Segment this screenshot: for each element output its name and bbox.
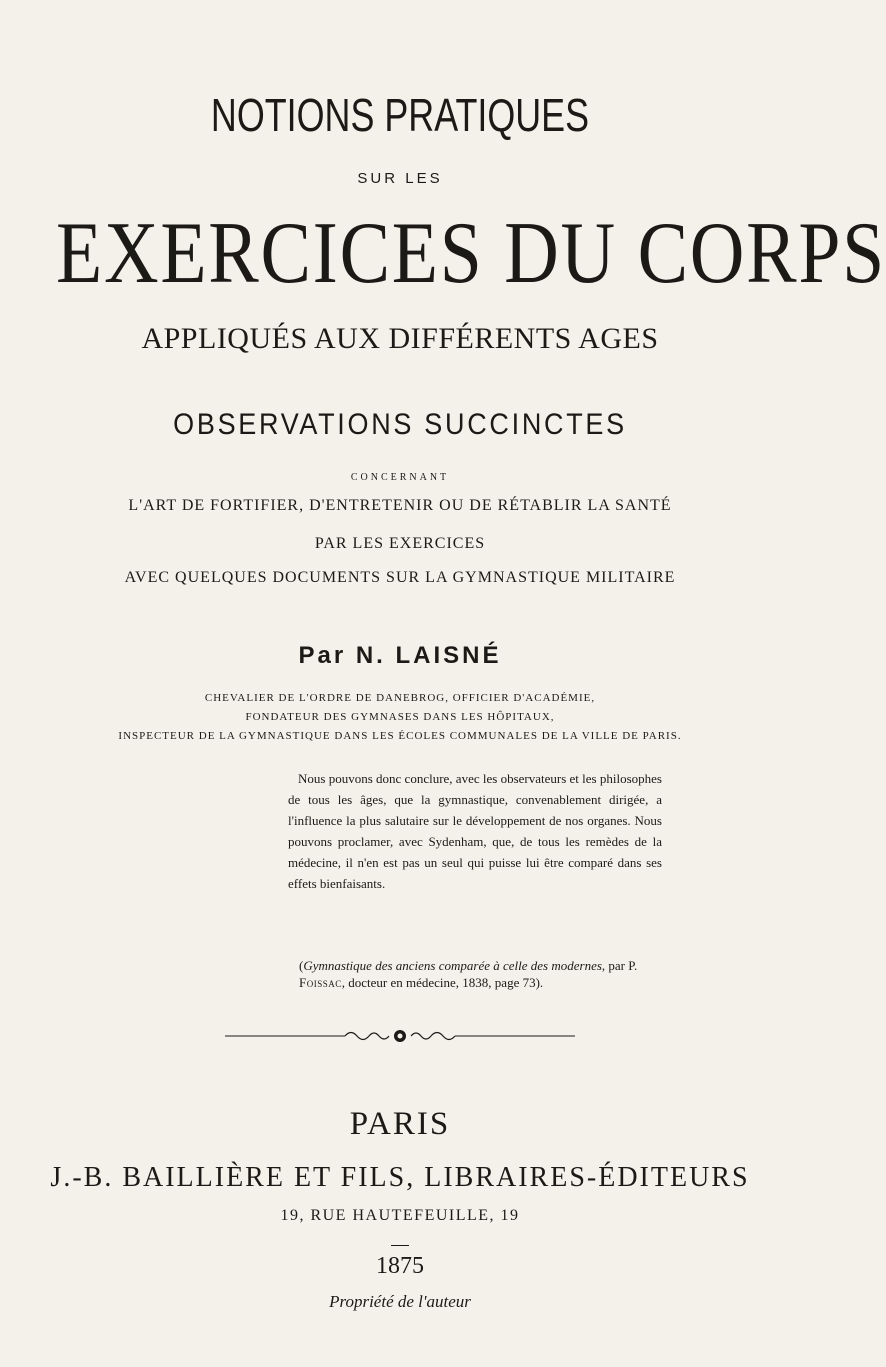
imprint-address: 19, RUE HAUTEFEUILLE, 19 [280,1207,520,1224]
title-line-3: EXERCICES DU CORPS [56,205,886,302]
epigraph [288,768,662,894]
title-line-4: APPLIQUÉS AUX DIFFÉRENTS AGES [141,322,659,355]
citation-rest: , docteur en médecine, 1838, page 73). [341,975,544,990]
imprint-publisher: J.-B. BAILLIÈRE ET FILS, LIBRAIRES-ÉDITEURS [50,1162,750,1193]
subject-line-3: AVEC QUELQUES DOCUMENTS SUR LA GYMNASTIQUE MILITAIRE [124,569,676,586]
citation-author: Foissac [299,975,342,990]
author-byline: Par N. LAISNÉ [298,642,502,669]
citation-by: , par P. [601,958,638,973]
imprint-city: PARIS [349,1106,451,1142]
citation-open: ( [299,958,304,973]
subtitle: OBSERVATIONS SUCCINCTES [173,408,627,441]
citation-title: Gymnastique des anciens comparée à celle des modernes [303,958,602,973]
title-line-1: NOTIONS PRATIQUES [210,89,590,141]
author-credential-1: CHEVALIER DE L'ORDRE DE DANEBROG, OFFICIER D'ACADÉMIE, [204,692,596,704]
author-credential-3: INSPECTEUR DE LA GYMNASTIQUE DANS LES ÉCOLES COMMUNALES DE LA VILLE DE PARIS. [118,730,682,742]
imprint-rights: Propriété de l'auteur [329,1292,471,1311]
imprint-rule [391,1245,409,1246]
epigraph-text: Nous pouvons donc conclure, avec les observateurs et les philosophes de tous les âges, que la gymnastique, convenablement dirigée, a l'influence la plus salutaire sur le développement de nos organes. Nous pouvons proclamer, avec Sydenham, que, de tous les remèdes de la médecine, il n'en est pas un seul qui puisse lui être comparé dans ses effets bienfaisants. [288,771,662,891]
ornament-divider-icon [225,1026,575,1046]
subject-line-1: L'ART DE FORTIFIER, D'ENTRETENIR OU DE RÉTABLIR LA SANTÉ [128,497,672,514]
epigraph-citation [299,957,649,991]
imprint-year: 1875 [376,1253,424,1279]
concernant-label: CONCERNANT [350,472,450,483]
author-credential-2: FONDATEUR DES GYMNASES DANS LES HÔPITAUX, [245,711,555,723]
title-line-2: SUR LES [357,170,443,187]
subject-line-2: PAR LES EXERCICES [314,535,486,552]
